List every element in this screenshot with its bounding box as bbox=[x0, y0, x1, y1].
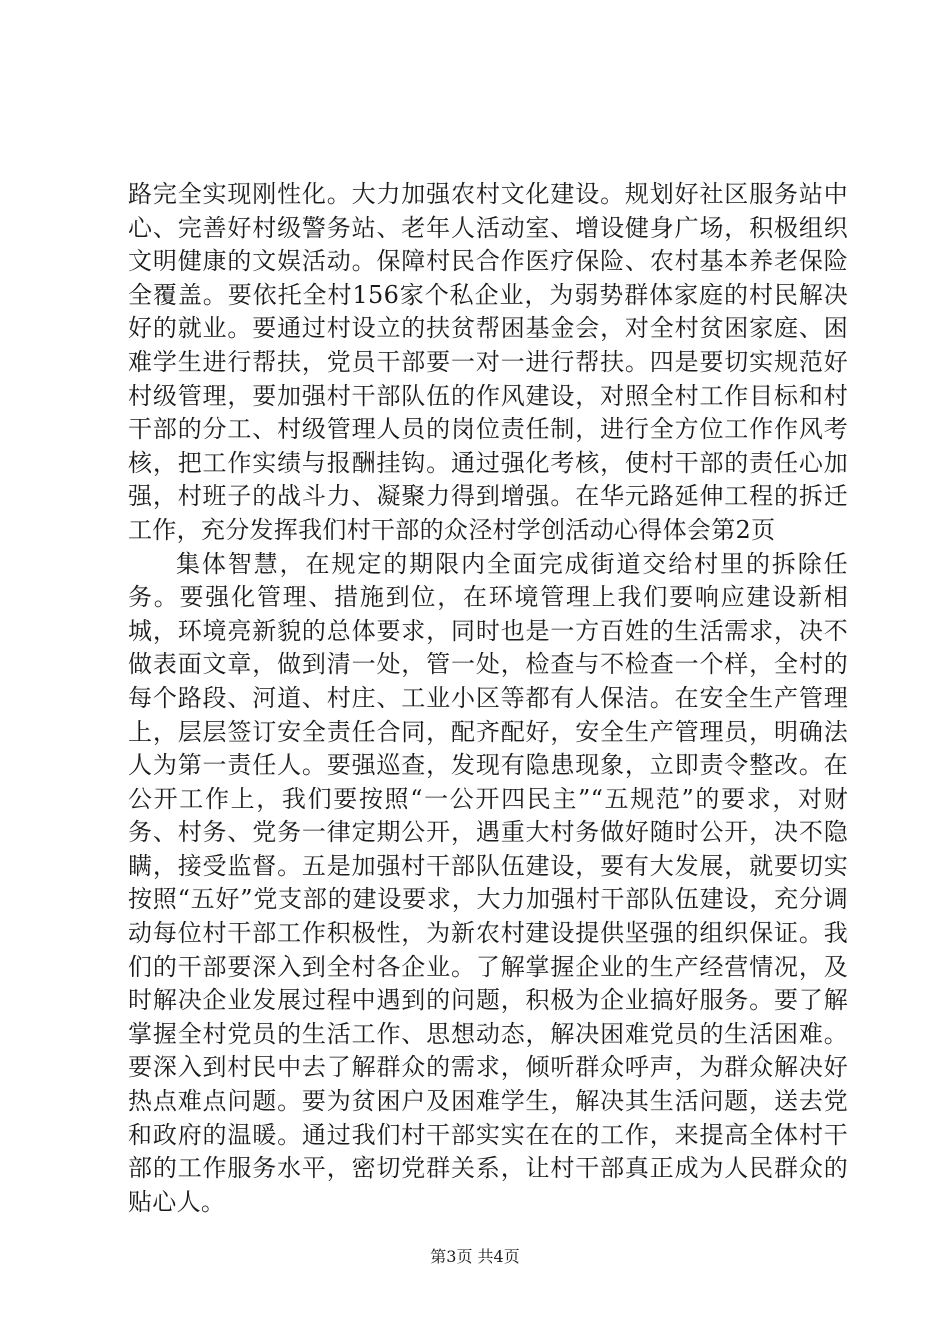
page-footer: 第3页 共4页 bbox=[430, 1247, 520, 1266]
paragraph-2: 集体智慧，在规定的期限内全面完成街道交给村里的拆除任务。要强化管理、措施到位，在环境管理上我们要响应建设新相城，环境亮新貌的总体要求，同时也是一方百姓的生活需求，决不做表面文章，做到清一处，管一处，检查与不检查一个样，全村的每个路段、河道、村庄、工业小区等都有人保洁。在安全生产管理上，层层签订安全责任合同，配齐配好，安全生产管理员，明确法人为第一责任人。要强巡查，发现有隐患现象，立即责令整改。在公开工作上，我们要按照“一公开四民主”“五规范”的要求，对财务、村务、党务一律定期公开，遇重大村务做好随时公开，决不隐瞒，接受监督。五是加强村干部队伍建设，要有大发展，就要切实按照“五好”党支部的建设要求，大力加强村干部队伍建设，充分调动每位村干部工作积极性，为新农村建设提供坚强的组织保证。我们的干部要深入到全村各企业。了解掌握企业的生产经营情况，及时解决企业发展过程中遇到的问题，积极为企业搞好服务。要了解掌握全村党员的生活工作、思想动态，解决困难党员的生活困难。要深入到村民中去了解群众的需求，倾听群众呼声，为群众解决好热点难点问题。要为贫困户及困难学生，解决其生活问题，送去党和政府的温暖。通过我们村干部实实在在的工作，来提高全体村干部的工作服务水平，密切党群关系，让村干部真正成为人民群众的贴心人。 bbox=[128, 549, 848, 1216]
paragraph-1: 路完全实现刚性化。大力加强农村文化建设。规划好社区服务站中心、完善好村级警务站、老年人活动室、增设健身广场，积极组织文明健康的文娱活动。保障村民合作医疗保险、农村基本养老保险全覆盖。要依托全村156家个私企业，为弱势群体家庭的村民解决好的就业。要通过村设立的扶贫帮困基金会，对全村贫困家庭、困难学生进行帮扶，党员干部要一对一进行帮扶。四是要切实规范好村级管理，要加强村干部队伍的作风建设，对照全村工作目标和村干部的分工、村级管理人员的岗位责任制，进行全方位工作作风考核，把工作实绩与报酬挂钩。通过强化考核，使村干部的责任心加强，村班子的战斗力、凝聚力得到增强。在华元路延伸工程的拆迁工作，充分发挥我们村干部的众泾村学创活动心得体会第2页 bbox=[128, 180, 848, 544]
document-body bbox=[128, 178, 848, 1219]
